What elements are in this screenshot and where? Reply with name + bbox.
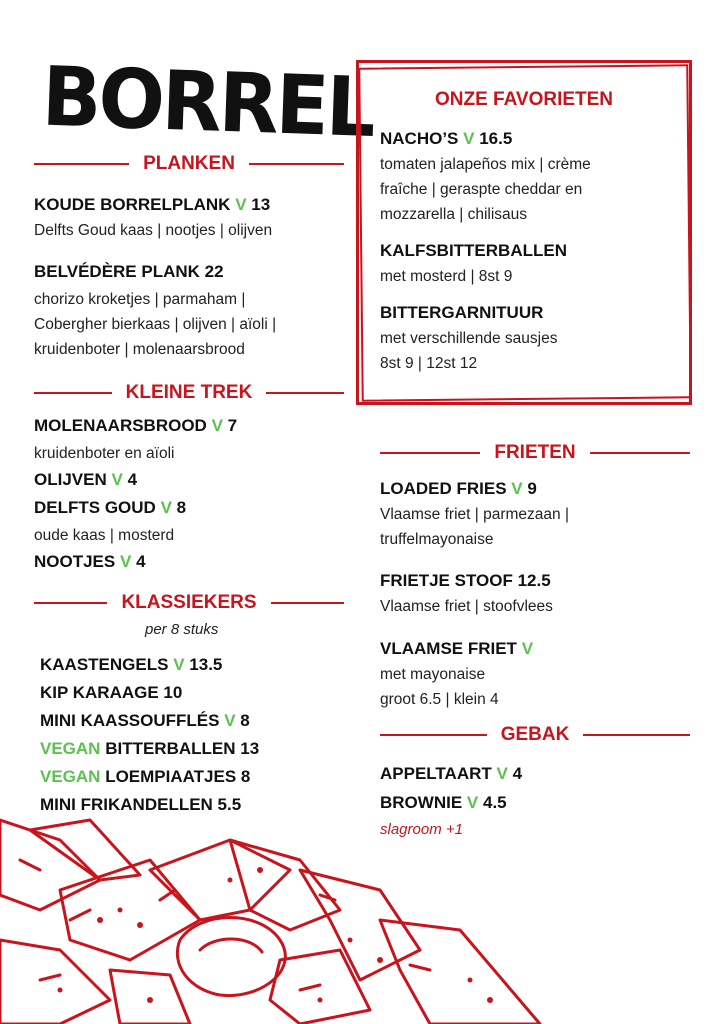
divider-line: [271, 602, 344, 604]
item-name: KOUDE BORRELPLANK: [34, 195, 231, 214]
item-note: slagroom +1: [380, 821, 463, 838]
section-kleine-trek: [34, 382, 344, 404]
menu-item-vegan-loempiaatjes: [40, 767, 250, 787]
item-name: OLIJVEN: [34, 470, 107, 489]
section-planken: [34, 153, 344, 175]
vegetarian-badge: V: [235, 195, 247, 214]
vegetarian-badge: V: [466, 793, 479, 812]
dot: [487, 997, 493, 1003]
vegan-label: VEGAN: [40, 739, 101, 758]
divider-line: [249, 163, 344, 165]
menu-item-mini-frikandellen: MINI FRIKANDELLEN 5.5: [40, 795, 242, 814]
item-description: Delfts Goud kaas | nootjes | olijven: [34, 222, 273, 239]
item-description: met mosterd | 8st 9: [380, 268, 513, 285]
vegetarian-badge: V: [211, 416, 223, 435]
divider-line: [380, 734, 487, 736]
item-name: APPELTAART: [380, 764, 492, 783]
dot: [377, 957, 383, 963]
item-description: met mayonaise: [380, 666, 486, 683]
item-price: 16.5: [479, 129, 513, 148]
item-name: BROWNIE: [380, 793, 463, 812]
item-price: 13: [251, 195, 271, 214]
sketch-shape: [380, 920, 540, 1024]
sketch-shape: [177, 918, 285, 996]
sketch-shape: [0, 820, 100, 910]
item-description: groot 6.5 | klein 4: [380, 691, 499, 708]
section-heading: FRIETEN: [494, 442, 576, 463]
item-description: Vlaamse friet | stoofvlees: [380, 598, 553, 615]
item-name: VLAAMSE FRIET: [380, 639, 517, 658]
item-name: NACHO’S: [380, 129, 459, 148]
sketch-shape: [200, 939, 262, 952]
item-name: LOEMPIAATJES 8: [105, 767, 251, 786]
dot: [58, 988, 63, 993]
item-description: oude kaas | mosterd: [34, 527, 175, 544]
vegetarian-badge: V: [511, 479, 523, 498]
menu-item-loaded-fries: [380, 479, 537, 499]
divider-line: [590, 452, 690, 454]
menu-item-nachos: [380, 129, 512, 149]
menu-item-koude-borrelplank: [34, 195, 270, 215]
item-price: 7: [227, 416, 238, 435]
item-name: BITTERBALLEN 13: [105, 739, 260, 758]
menu-title: BORREL: [40, 50, 375, 156]
vegetarian-badge: V: [160, 498, 172, 517]
item-name: KAASTENGELS: [40, 655, 169, 674]
sketch-shape: [30, 820, 140, 880]
menu-item-frietje-stoof: FRIETJE STOOF 12.5: [380, 571, 551, 590]
divider-line: [266, 392, 344, 394]
item-price: 4.5: [482, 793, 507, 812]
dot: [257, 867, 263, 873]
item-description: fraîche | geraspte cheddar en: [380, 181, 583, 198]
dot: [318, 998, 323, 1003]
divider-line: [34, 392, 112, 394]
menu-item-bittergarnituur: BITTERGARNITUUR: [380, 303, 544, 322]
menu-item-kalfsbitterballen: KALFSBITTERBALLEN: [380, 241, 567, 260]
item-description: truffelmayonaise: [380, 531, 494, 548]
section-note: per 8 stuks: [145, 621, 219, 638]
item-price: 4: [512, 764, 523, 783]
divider-line: [34, 163, 129, 165]
item-price: 4: [136, 552, 146, 571]
menu-item-mini-kaassouffles: [40, 711, 250, 731]
divider-line: [34, 602, 107, 604]
menu-item-kaastengels: [40, 655, 222, 675]
item-name: MINI KAASSOUFFLÉS: [40, 711, 220, 730]
divider-line: [583, 734, 690, 736]
section-heading: KLEINE TREK: [125, 382, 253, 403]
dot: [228, 878, 233, 883]
dot: [118, 908, 123, 913]
item-description: tomaten jalapeños mix | crème: [380, 156, 591, 173]
menu-item-appeltaart: [380, 764, 522, 784]
vegetarian-badge: V: [224, 711, 236, 730]
section-heading: PLANKEN: [143, 153, 235, 174]
vegetarian-badge: V: [111, 470, 123, 489]
vegetarian-badge: V: [463, 129, 475, 148]
section-frieten: [380, 442, 690, 464]
item-price: 8: [240, 711, 250, 730]
item-name: LOADED FRIES: [380, 479, 507, 498]
vegetarian-badge: V: [173, 655, 185, 674]
item-name: NOOTJES: [34, 552, 116, 571]
item-description: met verschillende sausjes: [380, 330, 558, 347]
section-gebak: [380, 724, 690, 746]
item-price: 4: [127, 470, 138, 489]
menu-item-vlaamse-friet: [380, 639, 533, 659]
item-description: Cobergher bierkaas | olijven | aïoli |: [34, 316, 277, 333]
menu-item-nootjes: [34, 552, 146, 572]
menu-item-kip-karaage: KIP KARAAGE 10: [40, 683, 183, 702]
item-description: Vlaamse friet | parmezaan |: [380, 506, 569, 523]
section-klassiekers: [34, 592, 344, 614]
item-description: mozzarella | chilisaus: [380, 206, 528, 223]
dot: [468, 978, 473, 983]
item-price: 9: [527, 479, 537, 498]
item-description: kruidenboter | molenaarsbrood: [34, 341, 245, 358]
section-heading: KLASSIEKERS: [121, 592, 257, 613]
dot: [137, 922, 143, 928]
dot: [97, 917, 103, 923]
vegetarian-badge: V: [496, 764, 508, 783]
section-heading: GEBAK: [500, 724, 570, 745]
item-name: MOLENAARSBROOD: [34, 416, 207, 435]
item-price: 8: [176, 498, 187, 517]
menu-item-molenaarsbrood: [34, 416, 237, 436]
item-description: chorizo kroketjes | parmaham |: [34, 291, 246, 308]
dot: [348, 938, 353, 943]
favorites-heading: ONZE FAVORIETEN: [434, 89, 614, 110]
sketch-shape: [230, 840, 340, 930]
vegetarian-badge: V: [119, 552, 132, 571]
food-illustration: [0, 800, 560, 1024]
divider-line: [380, 452, 480, 454]
vegetarian-badge: V: [521, 639, 534, 658]
menu-item-delfts-goud: [34, 498, 186, 518]
dot: [147, 997, 153, 1003]
menu-item-vegan-bitterballen: [40, 739, 259, 759]
menu-item-olijven: [34, 470, 137, 490]
item-price: 13.5: [189, 655, 223, 674]
vegan-label: VEGAN: [40, 767, 101, 786]
sketch-shape: [300, 870, 420, 980]
item-name: DELFTS GOUD: [34, 498, 156, 517]
item-description: 8st 9 | 12st 12: [380, 355, 478, 372]
item-description: kruidenboter en aïoli: [34, 445, 175, 462]
sketch-shape: [0, 940, 110, 1024]
menu-item-belvedere-plank: BELVÉDÈRE PLANK 22: [34, 262, 224, 281]
